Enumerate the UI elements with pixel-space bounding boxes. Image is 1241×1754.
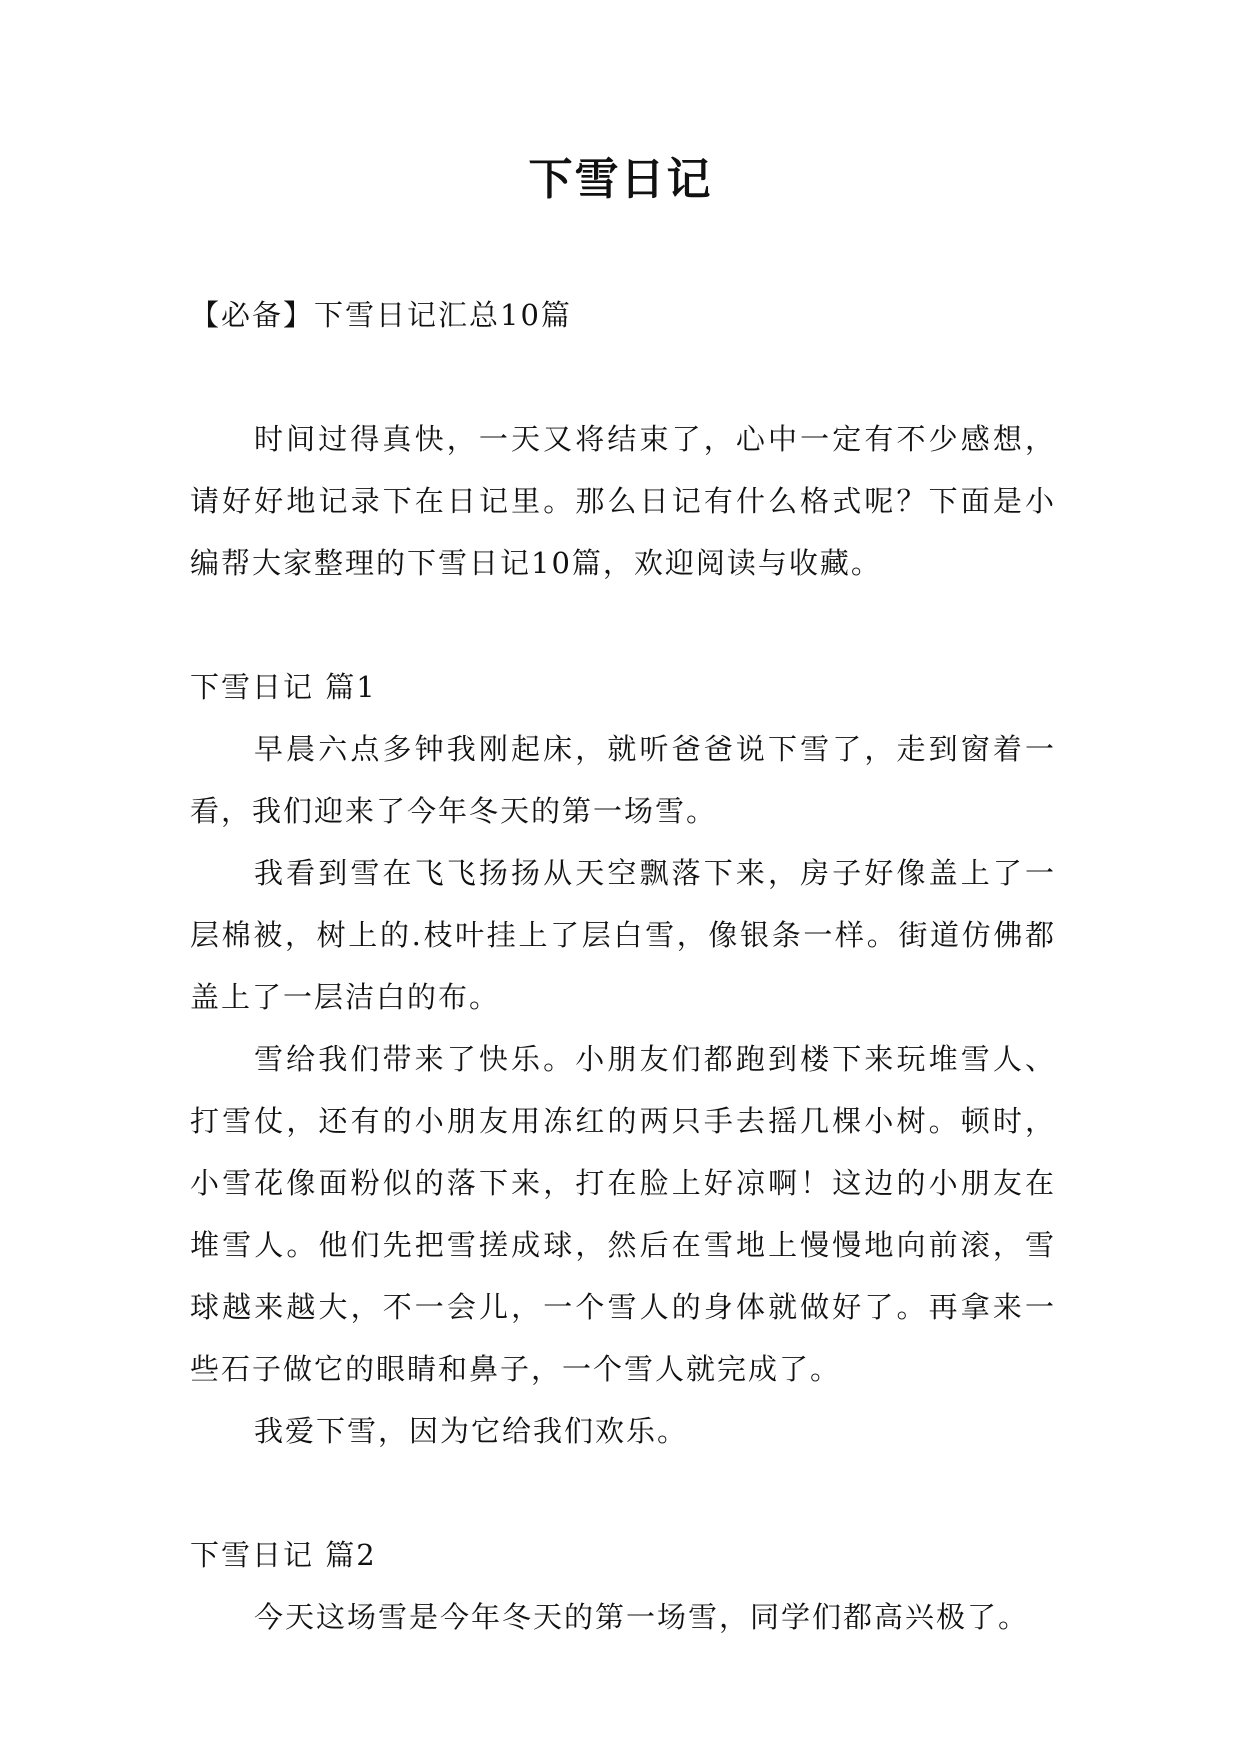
document-title: 下雪日记 xyxy=(528,154,713,205)
document-body xyxy=(190,284,1056,1648)
spacer xyxy=(190,346,1056,408)
intro-paragraph: 时间过得真快，一天又将结束了，心中一定有不少感想，请好好地记录下在日记里。那么日记有什么格式呢？下面是小编帮大家整理的下雪日记10篇，欢迎阅读与收藏。 xyxy=(190,422,1056,580)
document-subtitle: 【必备】下雪日记汇总10篇 xyxy=(190,298,572,332)
spacer xyxy=(190,1462,1056,1524)
spacer xyxy=(190,594,1056,656)
section-paragraph: 今天这场雪是今年冬天的第一场雪，同学们都高兴极了。 xyxy=(254,1600,1030,1634)
section-paragraph: 我看到雪在飞飞扬扬从天空飘落下来，房子好像盖上了一层棉被，树上的.枝叶挂上了层白雪，像银条一样。街道仿佛都盖上了一层洁白的布。 xyxy=(190,856,1056,1014)
section-paragraph: 雪给我们带来了快乐。小朋友们都跑到楼下来玩堆雪人、打雪仗，还有的小朋友用冻红的两只手去摇几棵小树。顿时，小雪花像面粉似的落下来，打在脸上好凉啊！这边的小朋友在堆雪人。他们先把雪搓成球，然后在雪地上慢慢地向前滚，雪球越来越大，不一会儿，一个雪人的身体就做好了。再拿来一些石子做它的眼睛和鼻子，一个雪人就完成了。 xyxy=(190,1042,1056,1386)
section-paragraph: 我爱下雪，因为它给我们欢乐。 xyxy=(254,1414,689,1448)
section-heading: 下雪日记 篇1 xyxy=(190,670,377,704)
section-heading: 下雪日记 篇2 xyxy=(190,1538,377,1572)
section-paragraph: 早晨六点多钟我刚起床，就听爸爸说下雪了，走到窗着一看，我们迎来了今年冬天的第一场雪。 xyxy=(190,732,1056,828)
